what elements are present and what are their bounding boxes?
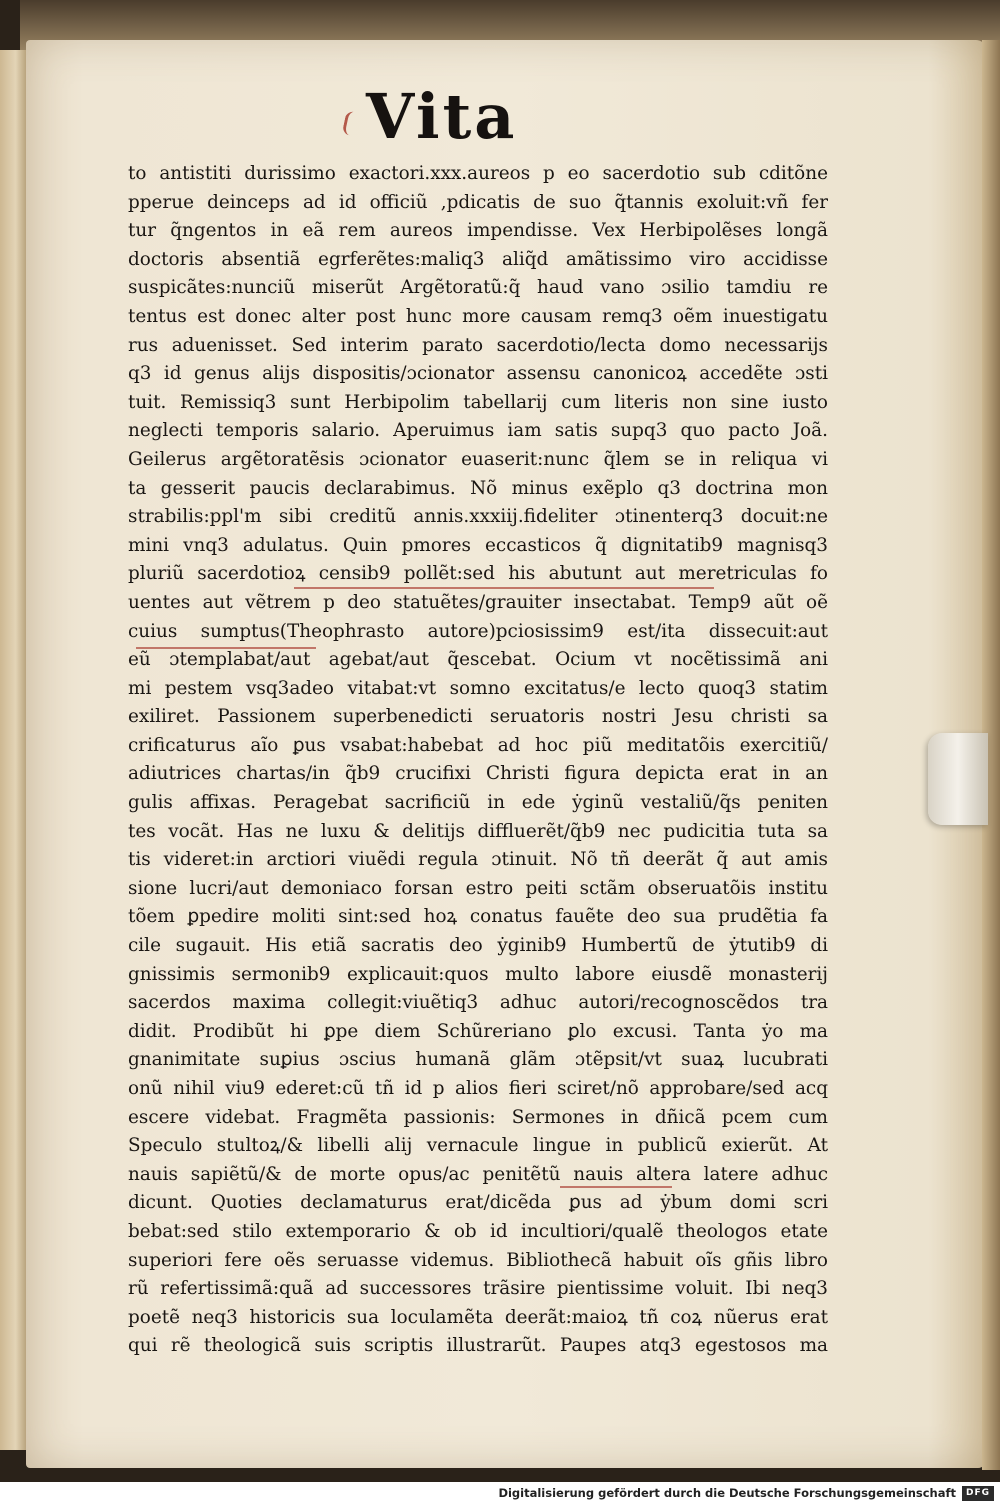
footer-credit: Digitalisierung gefördert durch die Deutsche Forschungsgemeinschaft (498, 1486, 956, 1500)
adjoining-page-edge (0, 50, 26, 1450)
text-line: pperue deinceps ad id officiũ ,pdicatis de suo q̃tannis exoluit:vñ fer (128, 191, 828, 213)
text-line: neglecti temporis salario. Aperuimus iam satis supq3 quo pacto Joã. (128, 420, 828, 442)
text-line: eũ ɔtemplabat/aut agebat/aut q̃escebat. Ocium vt nocẽtissimã ani (128, 649, 828, 671)
text-line: tõem ꝑpedire moliti sint:sed hoꝝ conatus fauẽte deo sua prudẽtia fa (128, 906, 828, 928)
text-line: Speculo stultoꝝ/& libelli alij vernacule lingue in publicũ exierũt. At (128, 1135, 828, 1157)
text-line: doctoris absentiã egrferẽtes:maliq3 aliq̃d amãtissimo viro accidisse (128, 248, 828, 270)
text-line: bebat:sed stilo extemporario & ob id incultiori/qualẽ theologos etate (128, 1220, 828, 1242)
dfg-logo: DFG (962, 1486, 994, 1501)
text-line: ta gesserit paucis declarabimus. Nõ minus exẽplo q3 doctrina mon (128, 477, 828, 499)
text-line: dicunt. Quoties declamaturus erat/dicẽda ꝑus ad ẏbum domi scri (128, 1192, 828, 1214)
page-clip (928, 733, 988, 825)
footer-bar (0, 1482, 1000, 1505)
text-line: mi pestem vsq3adeo vitabat:vt somno excitatus/e lecto quoq3 statim (128, 677, 828, 699)
text-line: cuius sumptus(Theophrasto autore)pciosissim9 est/ita dissecuit:aut (128, 620, 828, 642)
text-line: strabilis:ppl'm sibi creditũ annis.xxxiij.fideliter ɔtinenterq3 docuit:ne (128, 506, 828, 528)
text-line: superiori fere oẽs seruasse videmus. Bibliothecã habuit oĩs gñis libro (128, 1249, 828, 1271)
text-line: poetẽ neq3 historicis sua loculamẽta deerãt:maioꝝ tñ coꝝ nũerus erat (128, 1306, 828, 1328)
text-line: tis videret:in arctiori viuẽdi regula ɔtinuit. Nõ tñ deerãt q̃ aut amis (128, 849, 828, 871)
text-line: sacerdos maxima collegit:viuẽtiq3 adhuc autori/recognoscẽdos tra (128, 992, 828, 1014)
text-line: to antistiti durissimo exactori.xxx.aureos p eo sacerdotio sub cditõne (128, 163, 828, 184)
text-line: sione lucri/aut demoniaco forsan estro peiti sctãm obseruatõis institu (128, 877, 828, 899)
text-line: didit. Prodibũt hi ꝑpe diem Schũreriano ꝑlo excusi. Tanta ẏo ma (128, 1020, 828, 1042)
text-line: cile sugauit. His etiã sacratis deo ẏginib9 Humbertũ de ẏtutib9 di (128, 935, 828, 957)
text-line: tes vocãt. Has ne luxu & delitijs diffluerẽt/q̃b9 nec pudicitia tuta sa (128, 820, 828, 842)
text-line: crificaturus aĩo ꝑus vsabat:habebat ad hoc piũ meditatõis exercitiũ/ (128, 734, 828, 756)
text-line: Geilerus argẽtoratẽsis ɔcionator euaserit:nunc q̃lem se in reliqua vi (128, 448, 828, 470)
text-line: rus aduenisset. Sed interim parato sacerdotio/lecta domo necessarijs (128, 334, 828, 356)
text-line: exiliret. Passionem superbenedicti seruatoris nostri Jesu christi sa (128, 706, 828, 728)
text-line: qui rẽ theologicã suis scriptis illustrarũt. Paupes atq3 egestosos ma (128, 1335, 828, 1357)
text-line: mini vnq3 adulatus. Quin pmores eccasticos q̃ dignitatib9 magnisq3 (128, 534, 828, 556)
text-line: escere videbat. Fragmẽta passionis: Sermones in dñicã pcem cum (128, 1106, 828, 1128)
text-line: suspicãtes:nunciũ miserũt Argẽtoratũ:q̃ haud vano ɔsilio tamdiu re (128, 277, 828, 299)
text-line: gnissimis sermonib9 explicauit:quos multo labore eiusdẽ monasterij (128, 963, 828, 985)
running-head: Vita (366, 80, 518, 153)
text-line: gnanimitate suꝑius ɔscius humanã glãm ɔtẽpsit/vt suaꝝ lucubrati (128, 1049, 828, 1071)
text-line: rũ refertissimã:quã ad successores trãsire pientissime voluit. Ibi neq3 (128, 1278, 828, 1300)
text-line: uentes aut vẽtrem p deo statuẽtes/grauiter insectabat. Temp9 aũt oẽ (128, 591, 828, 613)
text-line: pluriũ sacerdotioꝝ censib9 pollẽt:sed his abutunt aut meretriculas fo (128, 563, 828, 585)
text-line: tur q̃ngentos in eã rem aureos impendisse. Vex Herbipolẽses longã (128, 220, 828, 242)
text-line: nauis sapiẽtũ/& de morte opus/ac penitẽtũ nauis altera latere adhuc (128, 1163, 828, 1185)
text-line: onũ nihil viu9 ederet:cũ tñ id p alios fieri sciret/nõ approbare/sed acq (128, 1078, 828, 1099)
text-line: tuit. Remissiq3 sunt Herbipolim tabellarij cum literis non sine iusto (128, 391, 828, 413)
text-line: adiutrices chartas/in q̃b9 crucifixi Christi figura depicta erat in an (128, 763, 828, 785)
text-line: q3 id genus alijs dispositis/ɔcionator assensu canonicoꝝ accedẽte ɔsti (128, 363, 828, 385)
text-line: gulis affixas. Peragebat sacrificiũ in ede ẏginũ vestaliũ/q̃s peniten (128, 792, 828, 814)
text-line: tentus est donec alter post hunc more causam remq3 oẽm inuestigatu (128, 305, 828, 327)
text-block (128, 160, 828, 1361)
